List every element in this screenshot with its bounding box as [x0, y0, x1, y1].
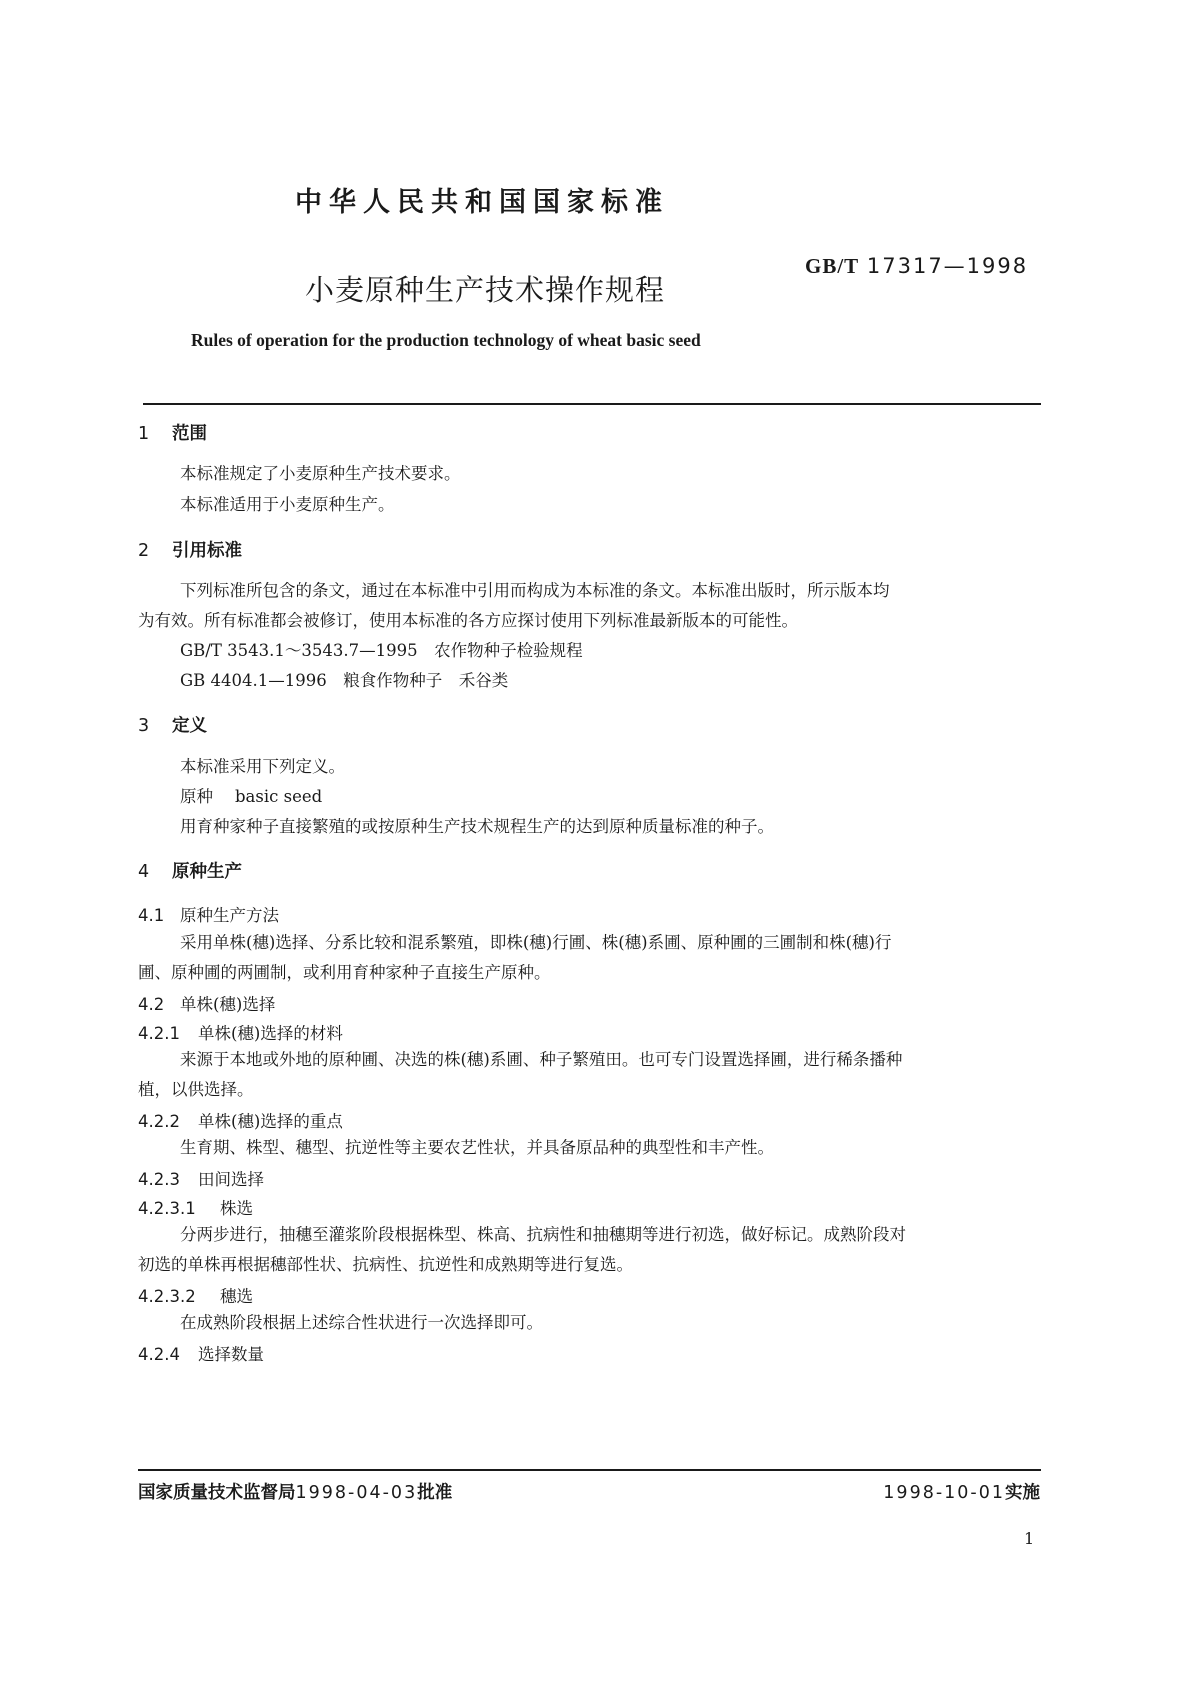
term-en: basic seed — [235, 787, 323, 806]
section-title: 引用标准 — [172, 541, 242, 561]
subsection-4-2-heading — [138, 991, 275, 1015]
section-2-heading — [138, 537, 242, 562]
subsection-number: 4.2.3 — [138, 1170, 180, 1189]
subsection-number: 4.2.4 — [138, 1345, 180, 1364]
subsection-title: 穗选 — [220, 1287, 253, 1306]
header-divider — [143, 403, 1041, 405]
document-title-cn: 小麦原种生产技术操作规程 — [305, 273, 666, 307]
section-number: 2 — [138, 541, 150, 561]
subsection-4-2-3-1-paragraph-line-2: 初选的单株再根据穗部性状、抗病性、抗逆性和成熟期等进行复选。 — [138, 1255, 633, 1274]
term-cn: 原种 — [180, 787, 213, 806]
subsection-title: 选择数量 — [198, 1345, 264, 1364]
subsection-4-2-1-paragraph-line-1: 来源于本地或外地的原种圃、决选的株(穗)系圃、种子繁殖田。也可专门设置选择圃，进行稀条播种 — [180, 1050, 903, 1069]
section-number: 4 — [138, 862, 150, 882]
section-title: 定义 — [172, 716, 207, 736]
subsection-title: 田间选择 — [198, 1170, 264, 1189]
subsection-number: 4.2.2 — [138, 1112, 180, 1131]
section-title: 原种生产 — [172, 862, 242, 882]
subsection-number: 4.1 — [138, 906, 165, 925]
section-number: 1 — [138, 424, 150, 444]
section-1-paragraph-2: 本标准适用于小麦原种生产。 — [180, 495, 395, 514]
section-4-heading — [138, 858, 242, 883]
subsection-title: 单株(穗)选择的重点 — [198, 1112, 343, 1131]
standard-code — [805, 254, 1028, 279]
section-2-paragraph-line-1: 下列标准所包含的条文，通过在本标准中引用而构成为本标准的条文。本标准出版时，所示版本均 — [180, 581, 890, 600]
subsection-4-2-2-heading — [138, 1108, 343, 1132]
implementation-date: 1998-10-01 — [883, 1483, 1005, 1503]
subsection-4-1-paragraph-line-1: 采用单株(穗)选择、分系比较和混系繁殖，即株(穗)行圃、株(穗)系圃、原种圃的三圃制和株(穗)行 — [180, 933, 892, 952]
section-title: 范围 — [172, 424, 207, 444]
national-standard-heading: 中华人民共和国国家标准 — [295, 187, 669, 218]
approval-date: 1998-04-03 — [295, 1483, 418, 1503]
reference-1: GB/T 3543.1～3543.7—1995 农作物种子检验规程 — [180, 641, 583, 660]
subsection-4-2-1-heading — [138, 1020, 343, 1044]
subsection-4-2-3-heading — [138, 1166, 264, 1190]
standard-code-number: 17317—1998 — [866, 254, 1029, 278]
section-3-heading — [138, 712, 207, 737]
implementation-label: 实施 — [1005, 1483, 1040, 1503]
standard-code-prefix: GB/T — [805, 254, 860, 278]
term-definition: 用育种家种子直接繁殖的或按原种生产技术规程生产的达到原种质量标准的种子。 — [180, 817, 774, 836]
term-definition-line — [180, 786, 322, 808]
reference-2: GB 4404.1—1996 粮食作物种子 禾谷类 — [180, 671, 509, 690]
footer-divider — [138, 1469, 1041, 1471]
subsection-4-2-4-heading — [138, 1341, 264, 1365]
subsection-4-2-2-paragraph: 生育期、株型、穗型、抗逆性等主要农艺性状，并具备原品种的典型性和丰产性。 — [180, 1138, 774, 1157]
subsection-4-1-heading — [138, 902, 279, 926]
subsection-4-2-3-1-heading — [138, 1195, 253, 1219]
subsection-number: 4.2.3.2 — [138, 1287, 196, 1306]
subsection-title: 株选 — [220, 1199, 253, 1218]
subsection-title: 原种生产方法 — [180, 906, 279, 925]
section-number: 3 — [138, 716, 150, 736]
page-number: 1 — [1024, 1529, 1035, 1548]
subsection-number: 4.2.1 — [138, 1024, 180, 1043]
subsection-number: 4.2.3.1 — [138, 1199, 196, 1218]
subsection-title: 单株(穗)选择 — [180, 995, 276, 1014]
issuing-authority: 国家质量技术监督局 — [138, 1483, 296, 1503]
section-1-paragraph-1: 本标准规定了小麦原种生产技术要求。 — [180, 464, 461, 483]
implementation-line — [883, 1479, 1040, 1504]
subsection-title: 单株(穗)选择的材料 — [198, 1024, 343, 1043]
subsection-4-2-1-paragraph-line-2: 植，以供选择。 — [138, 1080, 254, 1099]
approval-line — [138, 1479, 452, 1504]
subsection-4-1-paragraph-line-2: 圃、原种圃的两圃制，或利用育种家种子直接生产原种。 — [138, 963, 551, 982]
subsection-4-2-3-2-paragraph: 在成熟阶段根据上述综合性状进行一次选择即可。 — [180, 1313, 543, 1332]
subsection-number: 4.2 — [138, 995, 165, 1014]
document-title-en: Rules of operation for the production technology of wheat basic seed — [191, 330, 701, 350]
subsection-4-2-3-1-paragraph-line-1: 分两步进行，抽穗至灌浆阶段根据株型、株高、抗病性和抽穗期等进行初选，做好标记。成熟阶段对 — [180, 1225, 906, 1244]
approval-label: 批准 — [417, 1483, 453, 1503]
section-1-heading — [138, 420, 207, 445]
subsection-4-2-3-2-heading — [138, 1283, 253, 1307]
section-3-paragraph-1: 本标准采用下列定义。 — [180, 757, 345, 776]
section-2-paragraph-line-2: 为有效。所有标准都会被修订，使用本标准的各方应探讨使用下列标准最新版本的可能性。 — [138, 611, 798, 630]
